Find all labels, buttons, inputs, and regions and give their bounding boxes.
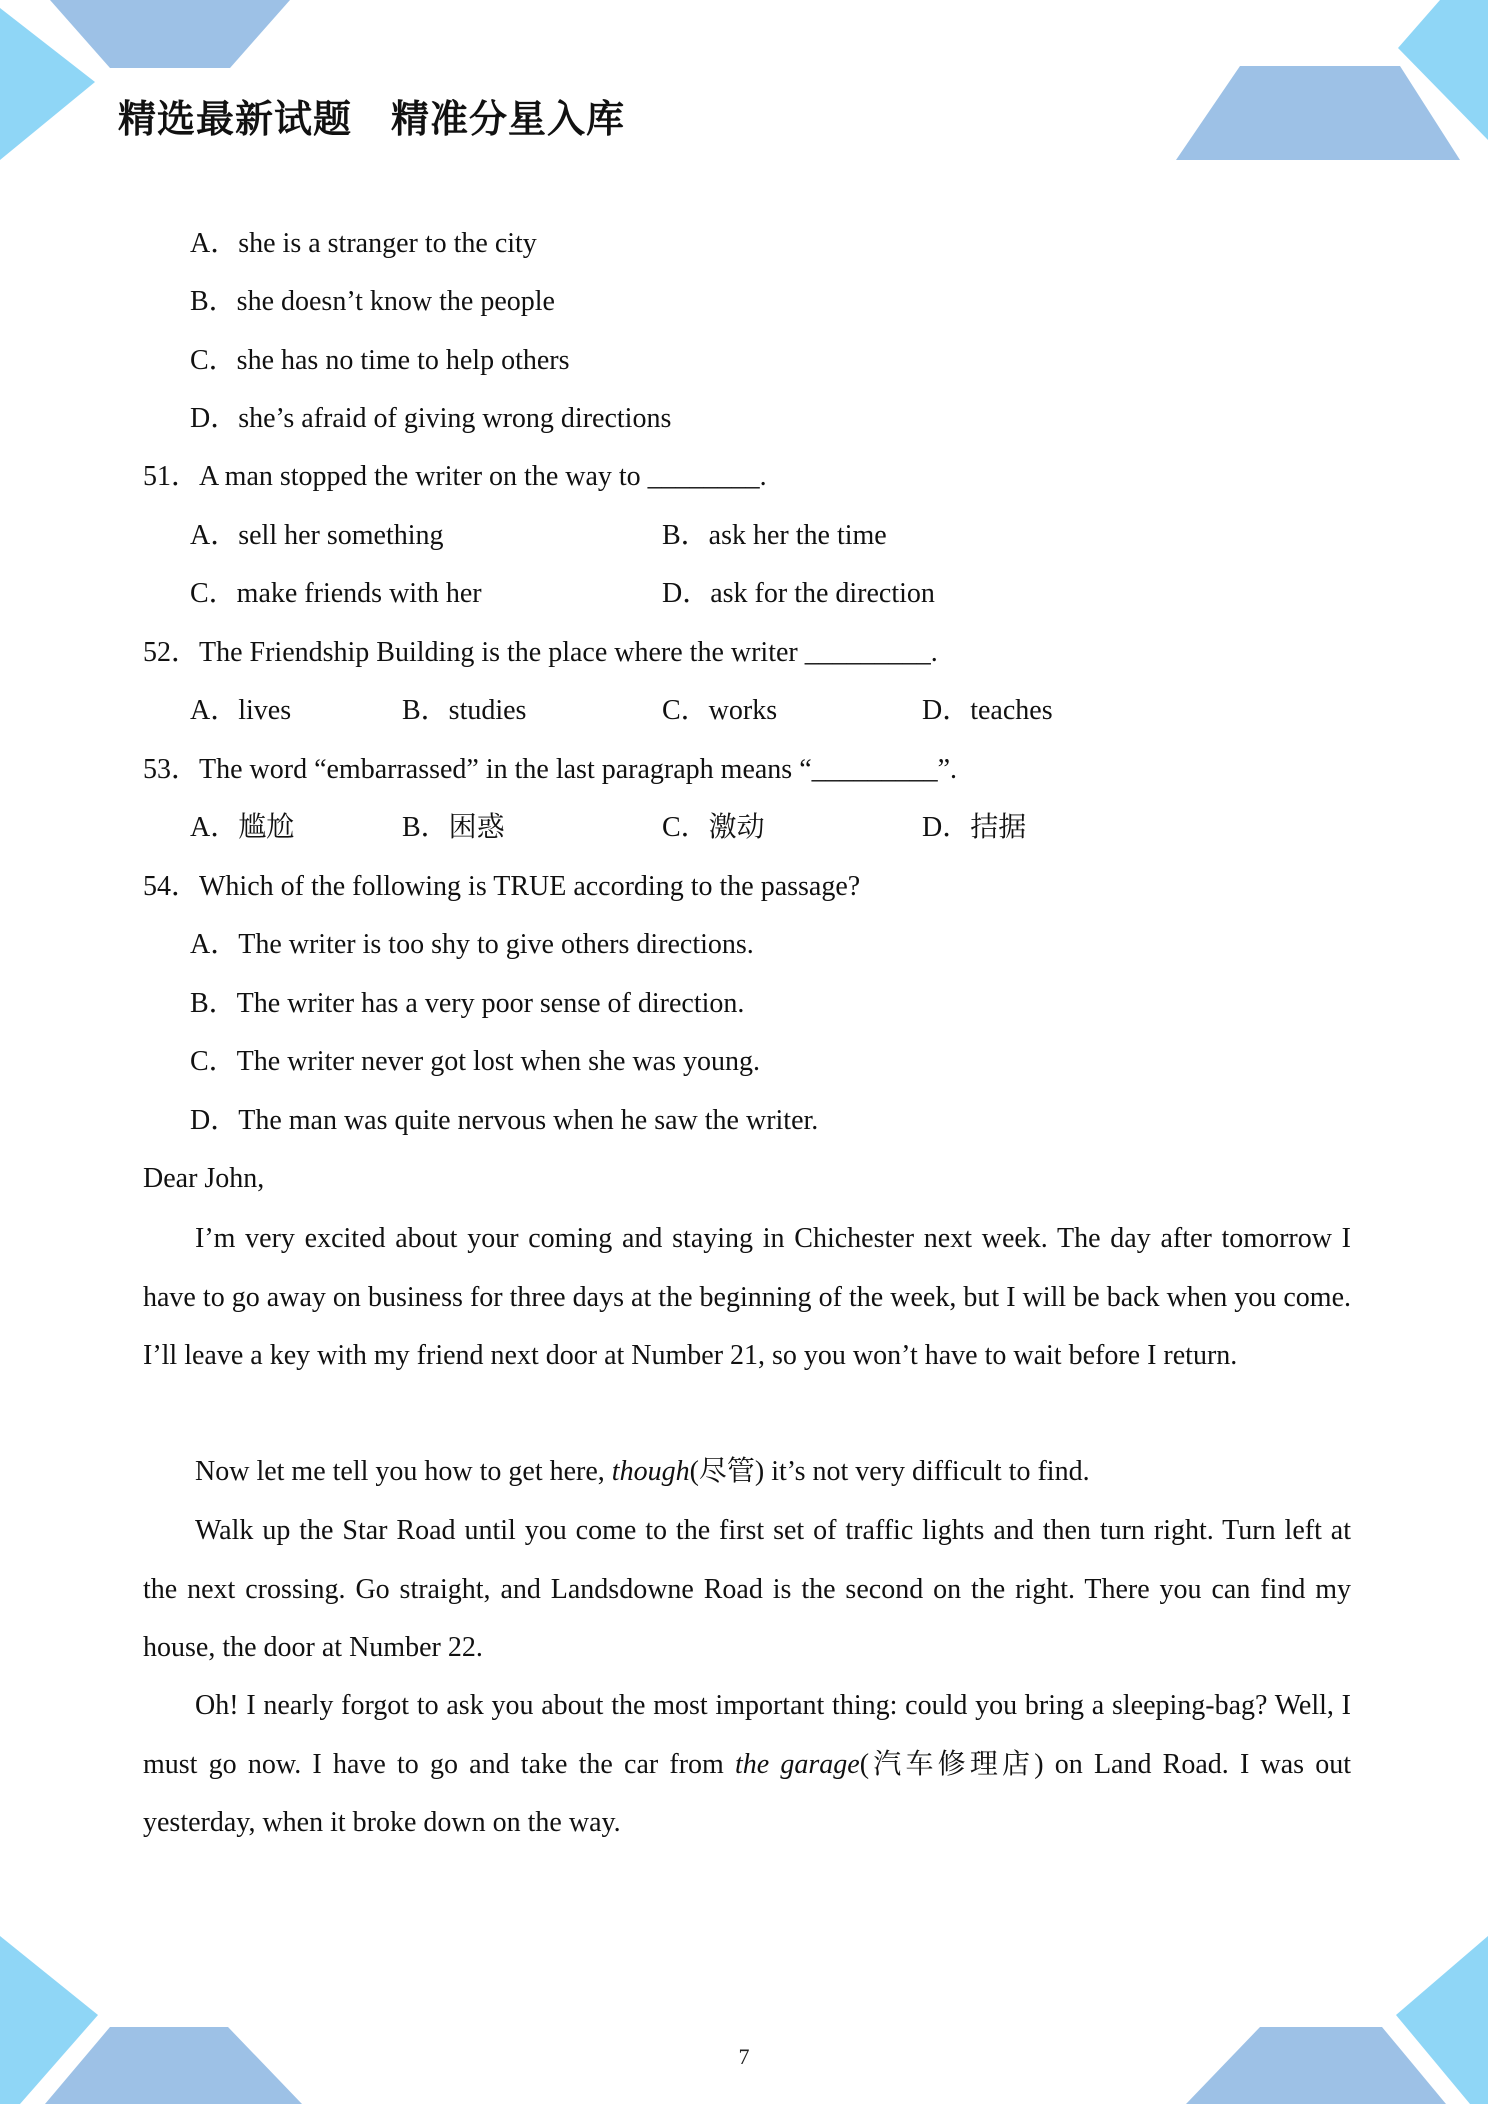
- q53-option-c: C．激动: [662, 812, 765, 843]
- question-53: 53．The word “embarrassed” in the last paragraph means “_________”.: [143, 754, 958, 785]
- letter-greeting: Dear John,: [143, 1163, 265, 1194]
- letter-paragraph-2: [143, 1443, 1351, 1502]
- q53-option-b: B．困惑: [402, 812, 505, 843]
- letter-paragraph-4-text-start: Oh! I nearly forgot to ask you about the most important thing: could you bring a sleeping-bag? Well, I must go now. I have to go and take the car from: [143, 1690, 1351, 1780]
- letter-paragraph-2-italic: though: [611, 1456, 690, 1487]
- q52-option-c: C．works: [662, 695, 778, 726]
- letter-paragraph-2-text-start: Now let me tell you how to get here,: [195, 1456, 612, 1487]
- letter-paragraph-3-text: Walk up the Star Road until you come to the first set of traffic lights and then turn right. Turn left at the next crossing. Go straight, and Landsdowne Road is the second on the right. There you can find my house, the door at Number 22.: [143, 1515, 1351, 1663]
- q53-option-a: A．尴尬: [190, 812, 295, 843]
- letter-paragraph-1-text: I’m very excited about your coming and staying in Chichester next week. The day after tomorrow I have to go away on business for three days at the beginning of the week, but I will be back when you come. I’ll leave a key with my friend next door at Number 21, so you won’t have to wait before I return.: [143, 1223, 1351, 1371]
- letter-paragraph-3: [143, 1502, 1351, 1678]
- q51-option-c: C．make friends with her: [190, 578, 482, 609]
- question-52: 52．The Friendship Building is the place where the writer _________.: [143, 637, 938, 668]
- q54-option-d: D．The man was quite nervous when he saw the writer.: [190, 1105, 819, 1136]
- page-number: 7: [738, 2044, 750, 2069]
- letter-paragraph-4: [143, 1677, 1351, 1853]
- q54-option-c: C．The writer never got lost when she was young.: [190, 1046, 760, 1077]
- q52-option-a: A．lives: [190, 695, 292, 726]
- header-title: 精选最新试题 精准分星入库: [118, 97, 626, 141]
- q51-option-d: D．ask for the direction: [662, 578, 935, 609]
- prev-option-b: B．she doesn’t know the people: [190, 286, 555, 317]
- prev-option-a: A．she is a stranger to the city: [190, 228, 537, 259]
- q54-option-b: B．The writer has a very poor sense of direction.: [190, 988, 745, 1019]
- letter-paragraph-4-italic: the garage: [735, 1748, 860, 1780]
- letter-paragraph-1: [143, 1210, 1351, 1386]
- letter-paragraph-2-text-end: (尽管) it’s not very difficult to find.: [689, 1456, 1090, 1487]
- question-51: 51．A man stopped the writer on the way to ________.: [143, 461, 767, 492]
- q53-option-d: D．拮据: [922, 812, 1027, 843]
- q51-option-a: A．sell her something: [190, 520, 444, 551]
- q51-option-b: B．ask her the time: [662, 520, 887, 551]
- q54-option-a: A．The writer is too shy to give others directions.: [190, 929, 754, 960]
- prev-option-d: D．she’s afraid of giving wrong directions: [190, 403, 672, 434]
- letter-paragraph-4-text-end: (汽车修理店) on Land Road. I was out yesterday, when it broke down on the way.: [143, 1748, 1351, 1838]
- question-54: 54．Which of the following is TRUE according to the passage?: [143, 871, 861, 902]
- prev-option-c: C．she has no time to help others: [190, 345, 570, 376]
- q52-option-d: D．teaches: [922, 695, 1053, 726]
- q52-option-b: B．studies: [402, 695, 527, 726]
